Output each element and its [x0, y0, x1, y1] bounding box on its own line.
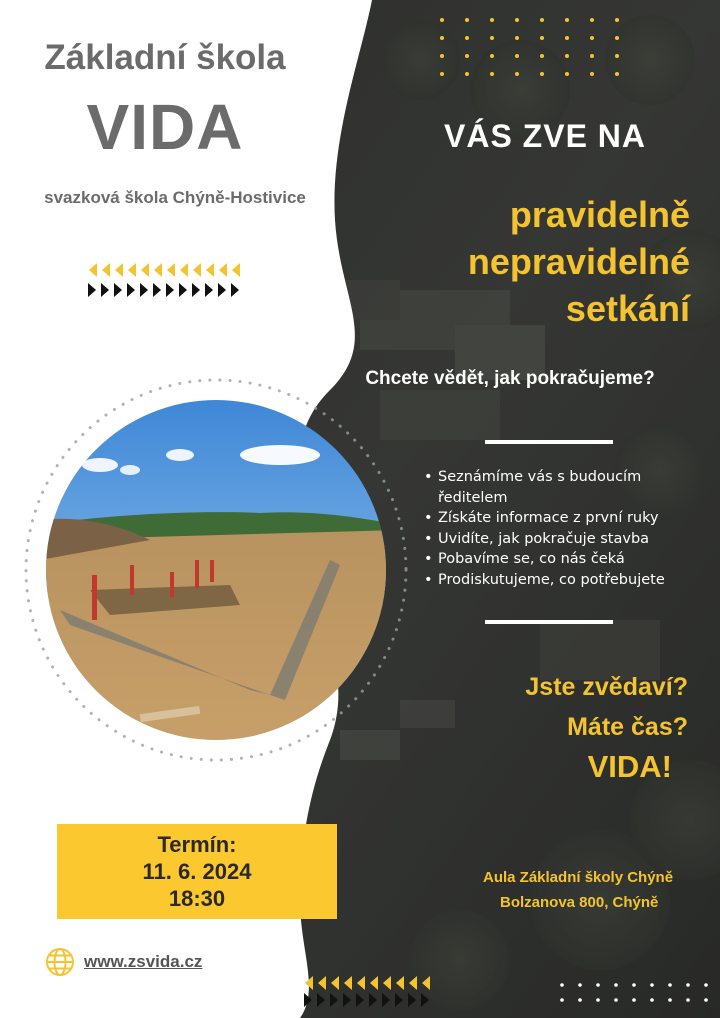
school-brand: VIDA	[86, 91, 244, 163]
agenda-item: • Uvidíte, jak pokračuje stavba	[424, 529, 714, 550]
website-link[interactable]: www.zsvida.cz	[84, 952, 203, 971]
question-text: Chcete vědět, jak pokračujeme?	[365, 368, 655, 389]
event-label: Termín:	[157, 832, 237, 857]
school-subtitle: svazková škola Chýně-Hostivice	[44, 188, 306, 207]
meeting-line-2: nepravidelné	[467, 241, 690, 282]
cta-vida: VIDA!	[587, 749, 672, 784]
agenda-list	[424, 467, 714, 590]
event-date-box	[57, 824, 337, 919]
school-name: Základní škola	[44, 38, 286, 77]
divider-top	[485, 440, 613, 444]
agenda-item: • Získáte informace z první ruky	[424, 508, 714, 529]
meeting-line-3: setkání	[565, 288, 690, 329]
agenda-item: • Seznámíme vás s budoucím ředitelem	[424, 467, 714, 508]
agenda-item: • Prodiskutujeme, co potřebujete	[424, 570, 714, 591]
agenda-item: • Pobavíme se, co nás čeká	[424, 549, 714, 570]
cta-curious: Jste zvědaví?	[525, 673, 688, 701]
meeting-line-1: pravidelně	[509, 194, 690, 235]
invite-heading: VÁS ZVE NA	[443, 118, 647, 154]
event-time: 18:30	[168, 886, 226, 911]
divider-bottom	[485, 620, 613, 624]
event-date: 11. 6. 2024	[142, 859, 252, 884]
cta-time: Máte čas?	[567, 713, 688, 741]
venue-name: Aula Základní školy Chýně	[483, 869, 674, 886]
venue-address: Bolzanova 800, Chýně	[500, 894, 659, 911]
